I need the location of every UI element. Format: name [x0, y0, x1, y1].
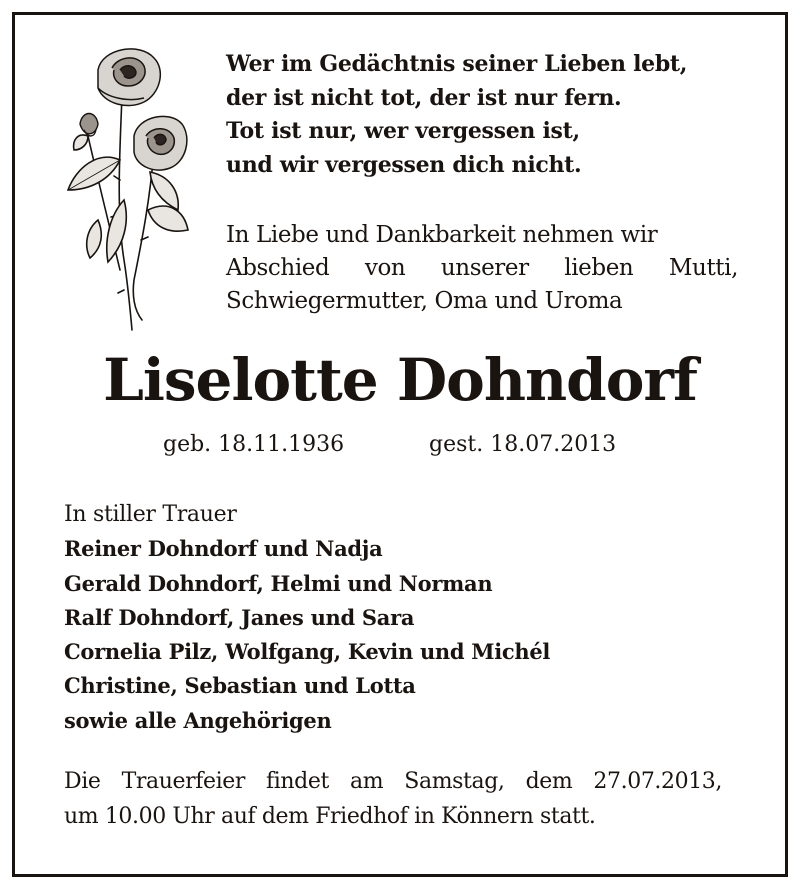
mourner-entry: Cornelia Pilz, Wolfgang, Kevin und Michél	[64, 639, 551, 665]
farewell-line: Abschied von unserer lieben Mutti,	[226, 255, 738, 281]
farewell-line: In Liebe und Dankbarkeit nehmen wir	[226, 222, 658, 248]
funeral-line: Die Trauerfeier findet am Samstag, dem 27.07.2013,	[64, 769, 722, 794]
death-date: gest. 18.07.2013	[429, 432, 617, 457]
farewell-line: Schwiegermutter, Oma und Uroma	[226, 288, 623, 314]
memorial-poem	[226, 48, 746, 182]
mourners-heading: In stiller Trauer	[64, 502, 237, 527]
poem-line: Wer im Gedächtnis seiner Lieben lebt,	[226, 51, 688, 77]
birth-date: geb. 18.11.1936	[163, 432, 345, 457]
deceased-name: Liselotte Dohndorf	[103, 346, 697, 414]
mourner-entry: sowie alle Angehörigen	[64, 707, 332, 733]
poem-line: der ist nicht tot, der ist nur fern.	[226, 84, 622, 111]
mourner-entry: Reiner Dohndorf und Nadja	[64, 536, 383, 562]
farewell-text	[226, 219, 738, 318]
roses-icon	[58, 40, 198, 332]
mourner-entry: Ralf Dohndorf, Janes und Sara	[64, 604, 415, 630]
mourner-entry: Gerald Dohndorf, Helmi und Norman	[64, 570, 493, 596]
funeral-notice	[64, 764, 722, 834]
poem-line: und wir vergessen dich nicht.	[226, 151, 582, 178]
funeral-line: um 10.00 Uhr auf dem Friedhof in Könnern statt.	[64, 804, 596, 829]
mourners-list	[64, 498, 764, 738]
mourner-entry: Christine, Sebastian und Lotta	[64, 673, 416, 699]
poem-line: Tot ist nur, wer vergessen ist,	[226, 118, 580, 144]
